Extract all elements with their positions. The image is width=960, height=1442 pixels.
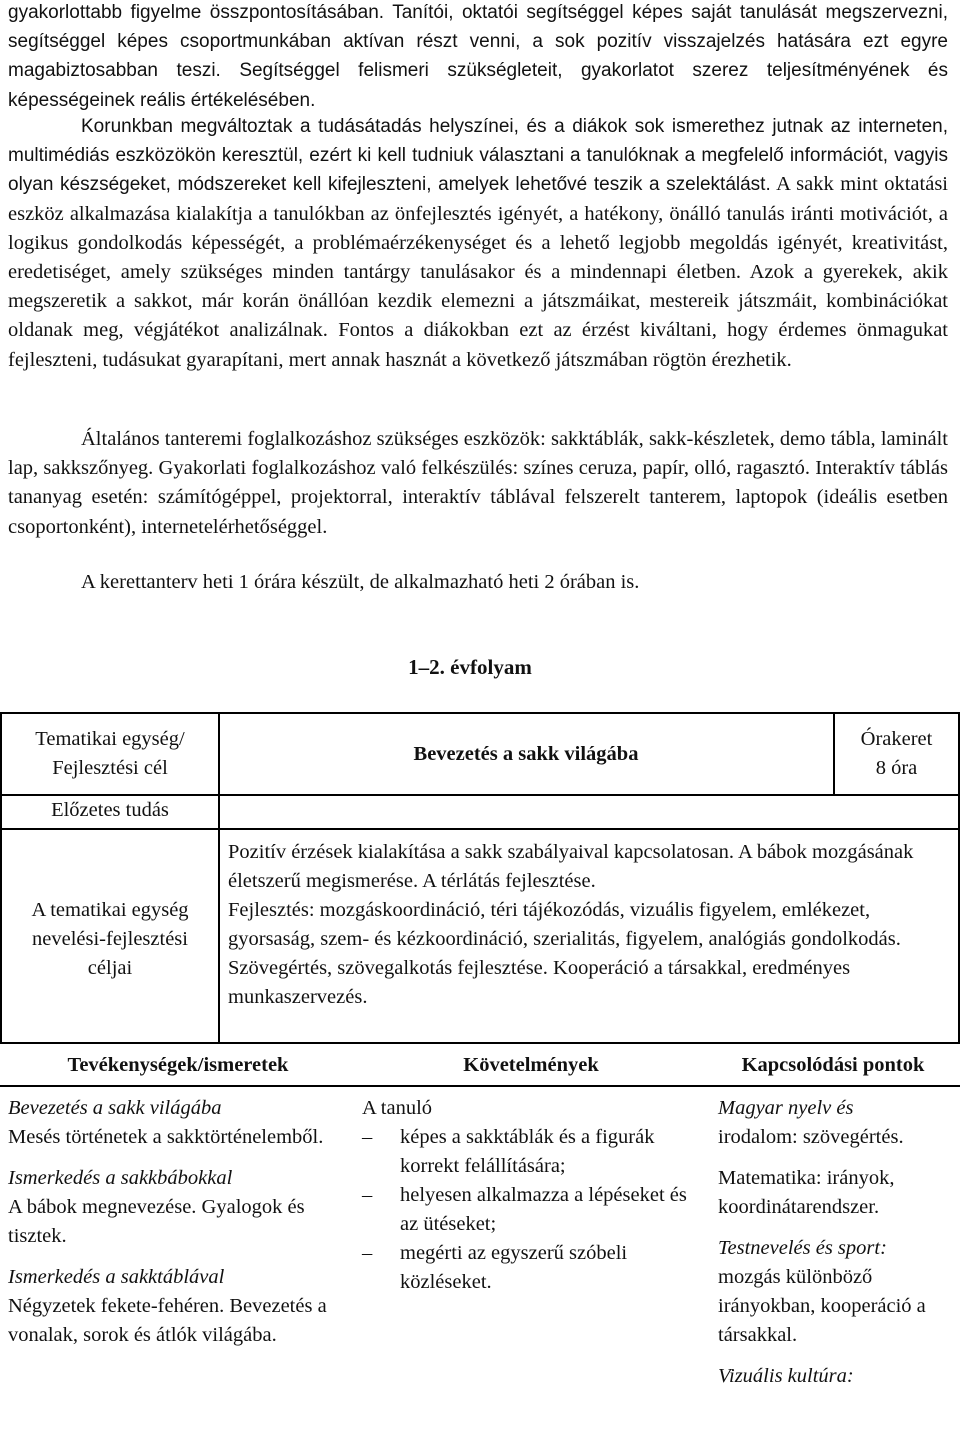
korunkban-sans-text: Korunkban megváltoztak a tudásátadás helyszínei, és a diákok sok ismerethez jutnak az interneten, multimédiás eszközökön keresztül, ezért ki kell tudniuk választani a tanulóknak a megfelelő információt, vagyis olyan készségeket, módszereket kell kifejleszteni, amelyek lehetővé teszik a szelektálást. <box>8 116 948 196</box>
activity-title: Ismerkedés a sakktáblával <box>8 1266 225 1288</box>
table-border-top <box>0 712 960 714</box>
unit-title: Bevezetés a sakk világába <box>413 743 639 765</box>
goals-label-line2: nevelési-fejlesztési <box>32 928 188 950</box>
hours-cell <box>835 725 958 783</box>
goals-label <box>2 896 218 983</box>
requirements-column <box>362 1094 697 1297</box>
tools-paragraph: Általános tanteremi foglalkozáshoz szükséges eszközök: sakktáblák, sakk-készletek, demo tábla, laminált lap, sakkszőnyeg. Gyakorlati foglalkozáshoz való felkészülés: színes ceruza, papír, olló, ragasztó. Interaktív táblás tananyag esetén: számítógéppel, projektorral, interaktív táblával felszerelt tanterem, laptopok (ideális esetben csoportonként), internetelérhetőséggel. <box>8 428 948 538</box>
table-row-line-4 <box>0 1085 960 1087</box>
column-header-requirements: Követelmények <box>463 1054 599 1076</box>
connection-text: irodalom: szövegértés. <box>718 1126 904 1148</box>
column-header-activities: Tevékenységek/ismeretek <box>67 1054 289 1076</box>
goals-label-line1: A tematikai egység <box>31 899 189 921</box>
prior-knowledge-label: Előzetes tudás <box>51 799 169 821</box>
column-header-connections: Kapcsolódási pontok <box>741 1054 925 1076</box>
unit-label-line2: Fejlesztési cél <box>52 757 168 779</box>
goals-paragraph: Fejlesztés: mozgáskoordináció, téri tájékozódás, vizuális figyelem, emlékezet, gyorsaság, szem- és kézkoordináció, szerialitás, figyelem, analógiás gondolkodás. <box>228 899 901 950</box>
table-border-right-top <box>958 712 960 1042</box>
requirement-item: – képes a sakktáblák és a figurák korrekt felállítására; <box>362 1123 697 1181</box>
activities-column <box>8 1094 353 1350</box>
framework-hours-paragraph: A kerettanterv heti 1 órára készült, de alkalmazható heti 2 órában is. <box>81 571 640 593</box>
requirement-item: – helyesen alkalmazza a lépéseket és az ütéseket; <box>362 1181 697 1239</box>
requirement-item: – megérti az egyszerű szóbeli közléseket. <box>362 1239 697 1297</box>
goals-paragraph: Szövegértés, szövegalkotás fejlesztése. Kooperáció a társakkal, eredményes munkaszervezés. <box>228 957 851 1008</box>
activity-title: Bevezetés a sakk világába <box>8 1097 222 1119</box>
table-row-line-3 <box>0 1042 960 1044</box>
goals-paragraph: Pozitív érzések kialakítása a sakk szabályaival kapcsolatosan. A bábok mozgásának életszerű megismerése. A térlátás fejlesztése. <box>228 841 914 892</box>
connection-subject: Vizuális kultúra: <box>718 1365 854 1387</box>
connection-subject: Testnevelés és sport: <box>718 1237 887 1259</box>
grade-heading: 1–2. évfolyam <box>408 655 532 679</box>
unit-label <box>2 725 218 783</box>
connections-column <box>718 1094 956 1391</box>
activity-text: Mesés történetek a sakktörténelemből. <box>8 1126 324 1148</box>
activity-text: Négyzetek fekete-fehéren. Bevezetés a vonalak, sorok és átlók világába. <box>8 1295 327 1346</box>
korunkban-serif-text: A sakk mint oktatási eszköz alkalmazása kialakítja a tanulókban az önfejlesztés igényét, a hatékony, önálló tanulás iránti motivációt, a logikus gondolkodás képességét, a problémaérzékenységet és a lehető legjobb megoldás igényét, kreativitást, eredetiséget, amely szükséges minden tantárgy tanulásakor és a mindennapi életben. Azok a gyerekek, akik megszeretik a sakkot, már korán önállóan kezdik elemezni a játszmáikat, mestereik játszmáit, kombinációkat oldanak meg, végjátékot analizálnak. Fontos a diákokban ezt az érzést kiváltani, hogy érdemes önmagukat fejleszteni, tudásukat gyarapítani, mert annak hasznát a következő játszmában rögtön érezhetik. <box>8 173 948 371</box>
korunkban-paragraph <box>8 112 948 375</box>
activity-title: Ismerkedés a sakkbábokkal <box>8 1167 233 1189</box>
connection-subject: Magyar nyelv és <box>718 1097 854 1119</box>
hours-value: 8 óra <box>875 757 918 779</box>
hours-label: Órakeret <box>860 728 933 750</box>
connection-text: Matematika: irányok, koordinátarendszer. <box>718 1167 895 1218</box>
goals-label-line3: céljai <box>87 957 133 979</box>
activity-text: A bábok megnevezése. Gyalogok és tisztek. <box>8 1196 305 1247</box>
connection-text: mozgás különböző irányokban, kooperáció a társakkal. <box>718 1266 926 1346</box>
table-row-line-2 <box>0 828 960 830</box>
unit-label-line1: Tematikai egység/ <box>35 728 185 750</box>
intro-paragraph: gyakorlottabb figyelme összpontosításában. Tanítói, oktatói segítséggel képes saját tanulását megszervezni, segítséggel képes csoportmunkában aktívan részt venni, a sok pozitív visszajelzés hatására ezt egyre magabiztosabban teszi. Segítséggel felismeri szükségleteit, gyakorlatot szerez teljesítményének és képességeinek reális értékelésében. <box>8 2 948 111</box>
requirements-intro: A tanuló <box>362 1097 433 1119</box>
requirements-list <box>362 1123 697 1297</box>
goals-text <box>228 838 948 1012</box>
